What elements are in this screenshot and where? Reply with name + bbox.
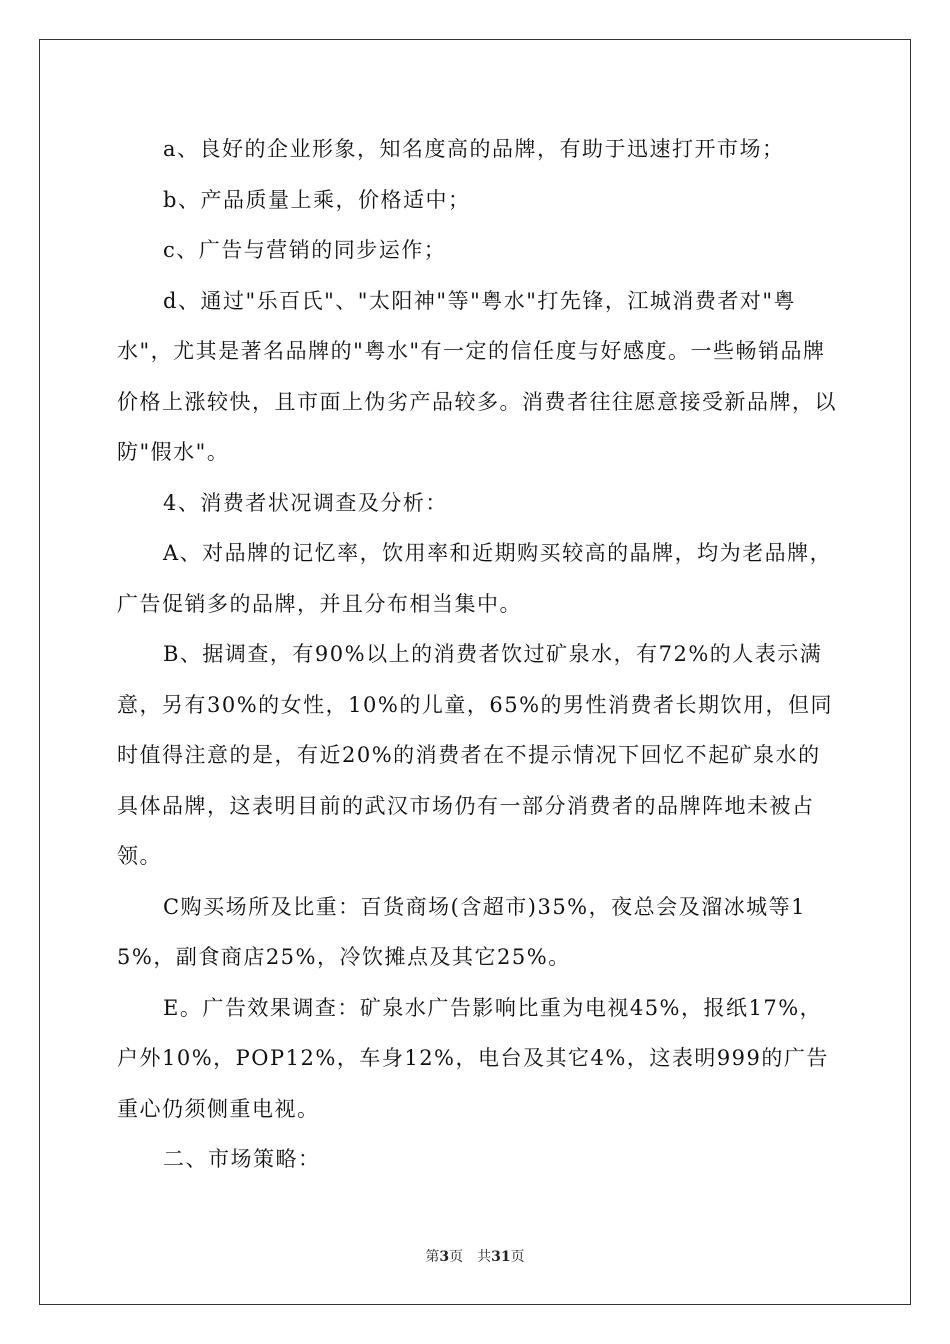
current-page-number: 3 bbox=[439, 1249, 450, 1265]
paragraph-B: B、据调查，有90%以上的消费者饮过矿泉水，有72%的人表示满意，另有30%的女性，10%的儿童，65%的男性消费者长期饮用，但同时值得注意的是，有近20%的消费者在不提示情况下回忆不起矿泉水的具体品牌，这表明目前的武汉市场仍有一部分消费者的品牌阵地未被占领。 bbox=[117, 642, 834, 868]
total-page-count: 31 bbox=[491, 1249, 511, 1265]
document-body bbox=[117, 124, 837, 1185]
paragraph-A: A、对品牌的记忆率，饮用率和近期购买较高的晶牌，均为老品牌，广告促销多的品牌，并且分布相当集中。 bbox=[117, 541, 833, 616]
section-heading-4: 4、消费者状况调查及分析： bbox=[163, 490, 448, 515]
paragraph-C: C购买场所及比重：百货商场(含超市)35%，夜总会及溜冰城等15%，副食商店25%，冷饮摊点及其它25%。 bbox=[117, 894, 806, 969]
footer-prefix: 第 bbox=[425, 1249, 440, 1265]
section-heading-market-strategy: 二、市场策略： bbox=[163, 1147, 321, 1171]
paragraph-c: c、广告与营销的同步运作； bbox=[163, 238, 447, 262]
paragraph-E: E。广告效果调查：矿泉水广告影响比重为电视45%，报纸17%，户外10%，POP12%，车身12%，电台及其它4%，这表明999的广告重心仍须侧重电视。 bbox=[117, 995, 829, 1121]
footer-suffix: 页 bbox=[510, 1249, 525, 1265]
paragraph-a: a、良好的企业形象，知名度高的品牌，有助于迅速打开市场； bbox=[163, 137, 785, 161]
paragraph-b: b、产品质量上乘，价格适中； bbox=[163, 187, 471, 212]
paragraph-d: d、通过"乐百氏"、"太阳神"等"粤水"打先锋，江城消费者对"粤水"，尤其是著名品牌的"粤水"有一定的信任度与好感度。一些畅销品牌价格上涨较快，且市面上伪劣产品较多。消费者往往愿意接受新品牌，以防"假水"。 bbox=[117, 288, 837, 464]
page-footer bbox=[0, 1246, 950, 1266]
footer-middle: 页 共 bbox=[449, 1249, 492, 1265]
